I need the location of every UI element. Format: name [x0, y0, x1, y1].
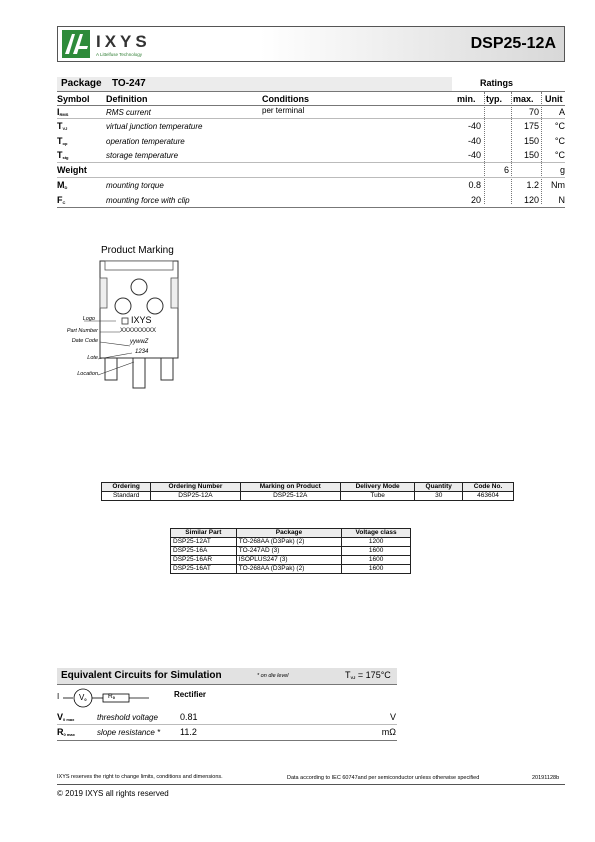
page-header [57, 26, 565, 62]
symbol-letter: Weight [57, 165, 87, 175]
ordering-header: Ordering Number [151, 483, 240, 492]
ratings-heading: Ratings [480, 78, 514, 88]
ratings-unit: °C [554, 121, 565, 131]
ratings-unit: °C [554, 150, 565, 160]
symbol-letter: F [57, 195, 63, 205]
eq-def-v: threshold voltage [97, 713, 158, 722]
ordering-header: Ordering [102, 483, 151, 492]
table-cell: DSP25-12AT [171, 538, 237, 547]
eq-def-r: slope resistance * [97, 728, 161, 737]
col-typ: typ. [486, 94, 503, 104]
ordering-header: Code No. [463, 483, 514, 492]
table-cell: 1600 [342, 556, 411, 565]
eq-sym-r [57, 727, 75, 737]
label-part-number: Part Number [66, 328, 98, 334]
symbol-subscript: stg [62, 155, 69, 160]
circuit-voltage [79, 693, 87, 702]
label-lote: Lote [87, 355, 98, 361]
ratings-definition: virtual junction temperature [106, 122, 203, 131]
col-min: min. [457, 94, 476, 104]
eq-r-symbol: R [57, 727, 64, 737]
table-cell: DSP25-16AT [171, 565, 237, 574]
ratings-definition: storage temperature [106, 151, 179, 160]
col-max: max. [513, 94, 534, 104]
ratings-min: 0.8 [468, 180, 481, 190]
ratings-min: 20 [470, 195, 481, 205]
table-row [171, 556, 411, 565]
footer-data-note: Data according to IEC 60747and per semiconductor unless otherwise specified [287, 775, 480, 781]
symbol-letter: M [57, 180, 65, 190]
circuit-r-symbol: R [108, 693, 113, 700]
circuit-current: I [57, 692, 60, 701]
symbol-subscript: op [62, 141, 68, 146]
circuit-v-symbol: V [79, 693, 85, 702]
symbol-letter: T [57, 136, 63, 146]
eq-r-sub: 0 max [63, 732, 75, 737]
package-label: Package [61, 78, 102, 89]
circuit-v-sub: 0 [84, 697, 87, 702]
eq-val-r: 11.2 [180, 727, 197, 737]
marking-lot-text: 1234 [135, 349, 149, 355]
temp-symbol: T [345, 670, 351, 680]
table-cell: DSP25-12A [240, 492, 340, 501]
label-logo: Logo [82, 316, 95, 322]
table-cell: Standard [102, 492, 151, 501]
eq-sym-v [57, 712, 74, 722]
ratings-definition: mounting force with clip [106, 196, 190, 205]
copyright: © 2019 IXYS all rights reserved [57, 789, 169, 798]
eq-v-sub: 0 max [63, 717, 75, 722]
ratings-unit: A [558, 107, 565, 117]
ratings-definition: operation temperature [106, 137, 185, 146]
ratings-max: 70 [528, 107, 539, 117]
circuit-resistor [108, 693, 115, 700]
footer-disclaimer: IXYS reserves the right to change limits, conditions and dimensions. [57, 774, 223, 780]
table-cell: ISOPLUS247 (3) [236, 556, 341, 565]
equivalent-title: Equivalent Circuits for Simulation [61, 670, 222, 681]
ratings-unit: N [558, 195, 565, 205]
table-cell: 1200 [342, 538, 411, 547]
table-cell: DSP25-16AR [171, 556, 237, 565]
table-row [171, 547, 411, 556]
symbol-subscript: D [64, 185, 68, 190]
ratings-min: -40 [467, 150, 481, 160]
brand-tagline: A Littelfuse Technology [96, 52, 142, 57]
marking-logo-text: IXYS [131, 315, 152, 325]
eq-unit-r: mΩ [381, 727, 396, 737]
col-symbol: Symbol [57, 94, 90, 104]
row-rule [57, 118, 565, 119]
table-cell: DSP25-12A [151, 492, 240, 501]
ordering-header: Delivery Mode [340, 483, 415, 492]
marking-title: Product Marking [101, 245, 174, 256]
package-bar [57, 77, 452, 92]
ratings-symbol [57, 121, 67, 131]
equivalent-note: * on die level [257, 673, 289, 679]
ratings-unit: g [559, 165, 565, 175]
ratings-line [452, 91, 565, 92]
ratings-condition: per terminal [262, 106, 305, 115]
label-date-code: Date Code [71, 338, 98, 344]
similar-header: Package [236, 529, 341, 538]
ratings-definition: mounting torque [106, 181, 164, 190]
symbol-letter: T [57, 150, 63, 160]
eq-unit-v: V [389, 712, 396, 722]
label-location: Location [77, 371, 98, 377]
equivalent-bar [57, 668, 397, 685]
row-rule [57, 177, 565, 178]
ordering-header: Marking on Product [240, 483, 340, 492]
ratings-symbol [57, 150, 69, 160]
similar-table [170, 528, 411, 574]
marking-part-text: XXXXXXXXX [120, 328, 157, 334]
circuit-r-sub: 0 [112, 695, 115, 700]
table-cell: TO-268AA (D3Pak) (2) [236, 538, 341, 547]
ratings-definition: RMS current [106, 108, 151, 117]
ratings-symbol [57, 107, 68, 117]
symbol-letter: T [57, 121, 63, 131]
brand-name: IXYS [96, 32, 151, 51]
ratings-typ: 6 [503, 165, 509, 175]
eq-row-rule [57, 724, 397, 725]
ratings-symbol [57, 136, 67, 146]
ratings-symbol [57, 165, 87, 175]
ratings-max: 1.2 [526, 180, 539, 190]
ordering-header: Quantity [415, 483, 463, 492]
ratings-unit: °C [554, 136, 565, 146]
package-value: TO-247 [112, 78, 146, 89]
ratings-symbol [57, 180, 67, 190]
eq-bottom-rule [57, 740, 397, 741]
table-row [171, 565, 411, 574]
table-cell: 1600 [342, 547, 411, 556]
temp-value: = 175°C [357, 670, 391, 680]
table-cell: 30 [415, 492, 463, 501]
ratings-max: 175 [523, 121, 539, 131]
ratings-symbol [57, 195, 65, 205]
temp-sub: VJ [350, 675, 356, 680]
similar-header: Voltage class [342, 529, 411, 538]
col-sep [484, 92, 485, 204]
table-row [102, 492, 514, 501]
ordering-table [101, 482, 514, 501]
rectifier-heading: Rectifier [174, 690, 207, 699]
ratings-bottom-rule [57, 207, 565, 208]
ratings-max: 150 [523, 136, 539, 146]
ratings-unit: Nm [551, 180, 565, 190]
similar-header: Similar Part [171, 529, 237, 538]
symbol-subscript: RMS [59, 112, 69, 117]
table-cell: TO-268AA (D3Pak) (2) [236, 565, 341, 574]
footer-rule [57, 784, 565, 785]
part-number-title: DSP25-12A [470, 35, 556, 52]
col-conditions: Conditions [262, 94, 309, 104]
table-cell: Tube [340, 492, 415, 501]
header-rule [57, 105, 565, 106]
symbol-letter: I [57, 107, 60, 117]
ixys-logo-icon [62, 30, 90, 58]
table-cell: TO-247AD (3) [236, 547, 341, 556]
col-unit: Unit [545, 94, 563, 104]
ratings-max: 120 [523, 195, 539, 205]
ratings-min: -40 [467, 121, 481, 131]
equivalent-temp [345, 670, 391, 680]
table-cell: 1600 [342, 565, 411, 574]
table-cell: DSP25-16A [171, 547, 237, 556]
footer-code: 20191128b [532, 775, 560, 781]
eq-val-v: 0.81 [180, 712, 198, 722]
marking-date-text: yywwZ [130, 339, 149, 345]
eq-v-symbol: V [57, 712, 64, 722]
ratings-min: -40 [467, 136, 481, 146]
table-cell: 463604 [463, 492, 514, 501]
ratings-max: 150 [523, 150, 539, 160]
col-definition: Definition [106, 94, 148, 104]
symbol-subscript: VJ [62, 126, 68, 131]
table-row [171, 538, 411, 547]
row-rule [57, 162, 565, 163]
symbol-subscript: C [62, 200, 66, 205]
